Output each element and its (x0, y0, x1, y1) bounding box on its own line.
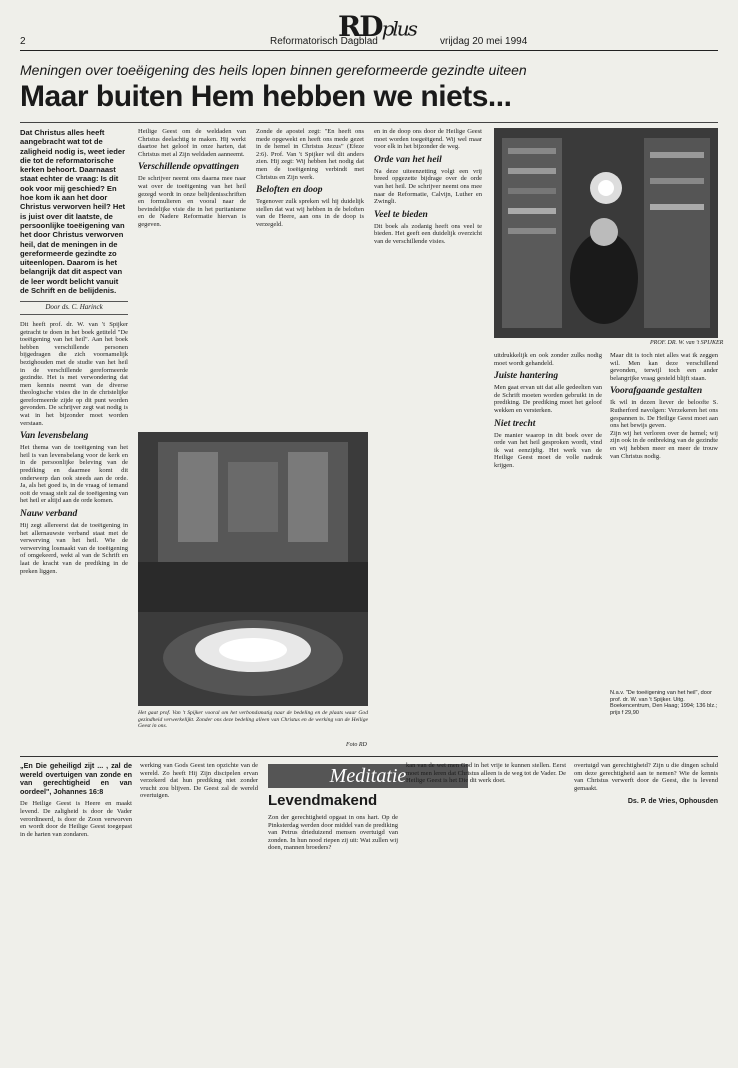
article-kicker: Meningen over toeëigening des heils lopen binnen gereformeerde gezindte uiteen (20, 62, 527, 78)
meditation-column-2 (140, 762, 258, 1052)
article-column-2 (138, 128, 246, 428)
church-interior-photo (138, 432, 368, 706)
column-text: Na deze uiteenzetting volgt een vrij breed opgezette bijdrage over de orde van het heil. De schrijver neemt ons mee naar de Reformatie, Calvijn, Luther en Zwingli. (374, 167, 482, 206)
meditation-column-4 (406, 762, 566, 1052)
article-intro: Dat Christus alles heeft aangebracht wat tot de zaligheid nodig is, weet ieder die tot de reformatorische kerken behoort. Daarnaast staat echter de vraag: Is dit ook voor mij geschied? En hoe kom ik aan het door Christus verworven heil? Het is juist over dit laatste, de persoonlijke toeëigening van het door Christus verworven heil, dat de meningen in de gereformeerde gezindte zo uiteenlopen. Daarom is het belangrijk dat dit aspect van de leer wordt belicht vanuit de Schrift en de belijdenis. (20, 128, 126, 296)
masthead-rule (20, 50, 718, 51)
article-headline: Maar buiten Hem hebben we niets... (20, 80, 512, 113)
rd-plus-logo (338, 10, 416, 43)
column-text: en in de doop ons door de Heilige Geest moet worden toegeëigend. Wij wel maar voor elk in het bijzonder de weg. (374, 128, 482, 151)
column-text: Dit boek als zodanig heeft ons veel te bieden. Het geeft een duidelijk overzicht van de verschillende visies. (374, 222, 482, 245)
column-text: Men gaat ervan uit dat alle gedeelten van de Schrift moeten worden gebruikt in de prediking. De prediking moet het geloof wekken en versterken. (494, 384, 602, 414)
headline-rule (20, 122, 718, 123)
column-text: uitdrukkelijk en ook zonder zulks nodig moet wordt gehandeld. (494, 352, 602, 367)
byline: Door ds. C. Harinck (20, 301, 128, 315)
subheading: Orde van het heil (374, 154, 442, 165)
article-column-1 (20, 128, 128, 746)
logo-text: RD (338, 10, 382, 43)
subheading: Veel te bieden (374, 209, 428, 220)
column-text: De schrijver neemt ons daarna mee naar wat over de toeëigening van het heil gezegd wordt in onze belijdenisschriften en formulieren en vooral naar de bevindelijke visie die in het puritanisme en de Nadere Reformatie hiervan is gegeven. (138, 175, 246, 228)
column-text: Tegenover zulk spreken wil hij duidelijk stellen dat wat wij hebben in de beloften van de Heere, aan ons in de doop is verzegeld. (256, 198, 364, 228)
book-info: N.a.v. "De toeëigening van het heil", door prof. dr. W. van 't Spijker. Uitg. Boekencentrum, Den Haag; 1994; 136 blz.; prijs f 29,90 (610, 690, 718, 716)
column-text: Het thema van de toeëigening van het heil is van levensbelang voor de kerk en in de persoonlijke beleving van de prediking en daarmee komt dit onderwerp dan ook steeds aan de orde. Ja, als het goed is, in de vraag of iemand ooit de vraag stelt zal de toeëigening van het heil er altijd aan de orde komen. (20, 444, 128, 505)
meditation-column-1 (20, 762, 132, 1052)
column-text: werking van Gods Geest ten opzichte van de wereld. Zo heeft Hij Zijn discipelen ervan verzekerd dat hun prediking niet zonder vrucht zou blijven. De Geest zal de wereld overtuigen. (140, 762, 258, 800)
subheading: Van levensbelang (20, 431, 89, 442)
page-number: 2 (20, 36, 26, 47)
meditation-header: Meditatie (268, 764, 468, 788)
column-text: De Heilige Geest is Heere en maakt levend. De zaligheid is door de Vader verordineerd, is door de Zoon verworven en wordt door de Heilige Geest toegepast in de harten van zondaren. (20, 800, 132, 838)
column-text: Zijn wij het verloren over de hemel; wij zijn ook in de ontbreking van de gezindte en wij hebben meer en meer de trouw van Christus nodig. (610, 429, 718, 460)
paper-name: Reformatorisch Dagblad (270, 36, 378, 47)
issue-date: vrijdag 20 mei 1994 (440, 36, 528, 47)
portrait-photo (494, 128, 718, 338)
column-text: Hij zegt allereerst dat de toeëigening in het allernauwste verband staat met de verwerving van het heil. Wie de verwerving losmaakt van de toeëigening of omgekeerd, wekt al van de Schrift en laat de kracht van de prediking in de preken liggen. (20, 522, 128, 575)
column-text: De manier waarop in dit boek over de orde van het heil gesproken wordt, vind ik wat eenzijdig. Het werk van de Heilige Geest moet de volle nadruk krijgen. (494, 431, 602, 469)
subheading: Nauw verband (20, 509, 78, 519)
column-text: Zonde de apostel zegt: "En heeft ons mede opgewekt en heeft ons mede gezet in de hemel in Christus Jezus" (Efeze 2:6). Prof. Van 't Spijker wil dit anders zien. Hij zegt: Wij hebben het nodig dat men de toeëigening verbindt met Christus en Zijn werk. (256, 128, 364, 181)
masthead (20, 10, 718, 62)
column-text: Zon der gerechtigheid opgaat in ons hart. Op de Pinksterdag werden door middel van de prediking van Petrus drieduizend mensen overtuigd van zonden. In hun nood riepen zij uit: Wat zullen wij doen, mannen broeders? (268, 814, 398, 852)
bookshelf-scene-image (494, 128, 718, 338)
church-interior-image (138, 432, 368, 706)
logo-plus: plus (381, 16, 416, 41)
photo-caption: Het gaat prof. Van 't Spijker vooral om het verbondsmatig naar de bedeling en de plaats waar God gezindheid verwerkelijkt. Zonder ons deze bedeling alleen van Christus en de werking van de Heilige Geest in ons. (138, 710, 368, 730)
meditation-column-3 (268, 814, 398, 1052)
subheading: Niet trecht (494, 418, 536, 429)
meditation-quote: „En Die geheiligd zijt ... , zal de wereld overtuigen van zonde en van gerechtigheid en van oordeel", Johannes 16:8 (20, 762, 132, 796)
subheading: Juiste hantering (494, 371, 559, 382)
meditation-column-5 (574, 762, 718, 1052)
article-column-3 (256, 128, 364, 428)
subheading: Voorafgaande gestalten (610, 386, 703, 397)
article-column-6 (610, 352, 718, 682)
portrait-caption: PROF. DR. W. van 't SPIJKER (650, 340, 724, 346)
subheading: Verschillende opvattingen (138, 162, 240, 173)
article-column-4 (374, 128, 482, 746)
section-divider (20, 756, 718, 757)
column-text: Ik wil in dezen liever de beloofte S. Rutherford navolgen: Verzekeren het ons gespannen is. De Heilige Geest moet aan ons het bewijs geven. (610, 399, 718, 430)
column-text: Maar dit is toch niet alles wat ik zeggen wil. Men kan deze verschillend gevonden, terwijl toch een ander belangrijke vraag gesteld blijft staan. (610, 352, 718, 382)
column-text: kan van de wet men God in het vrije te kunnen stellen. Eerst moet men leren dat Christus alleen is de weg tot de Vader. De Heilige Geest is het Die dit werk doet. (406, 762, 566, 785)
article-column-5 (494, 352, 602, 746)
column-text: Heilige Geest om de weldaden van Christus deelachtig te maken. Hij werkt daartoe het geloof in onze harten, dat Christus met al Zijn weldaden aanneemt. (138, 128, 246, 158)
meditation-signature: Ds. P. de Vries, Ophousden (627, 798, 718, 806)
meditation-title: Levendmakend (268, 792, 378, 809)
column-text: overtuigd van gerechtigheid? Zijn u die dingen schuld om deze gerechtigheid aan te nemen? Wie de kennis van Christus verwerft door de Geest, die is levend gemaakt. (574, 762, 718, 792)
column-text: Dit heeft prof. dr. W. van 't Spijker getracht te doen in het boek getiteld "De toeëigening van het heil". Aan het boek hebben verschillende personen bijgedragen die zich voornamelijk bezighouden met de studie van het heil in de verschillende gereformeerde gezindte. Het is met verwondering dat men kennis neemt van de diverse theologische visies die in de christelijke gereformeerde zijde op dit punt worden gevonden. De schrijver zegt wat nodig is wat in het bijzonder moet worden verstaan. (20, 320, 128, 427)
photo-credit: Foto RD (346, 742, 367, 748)
subheading: Beloften en doop (256, 185, 323, 196)
